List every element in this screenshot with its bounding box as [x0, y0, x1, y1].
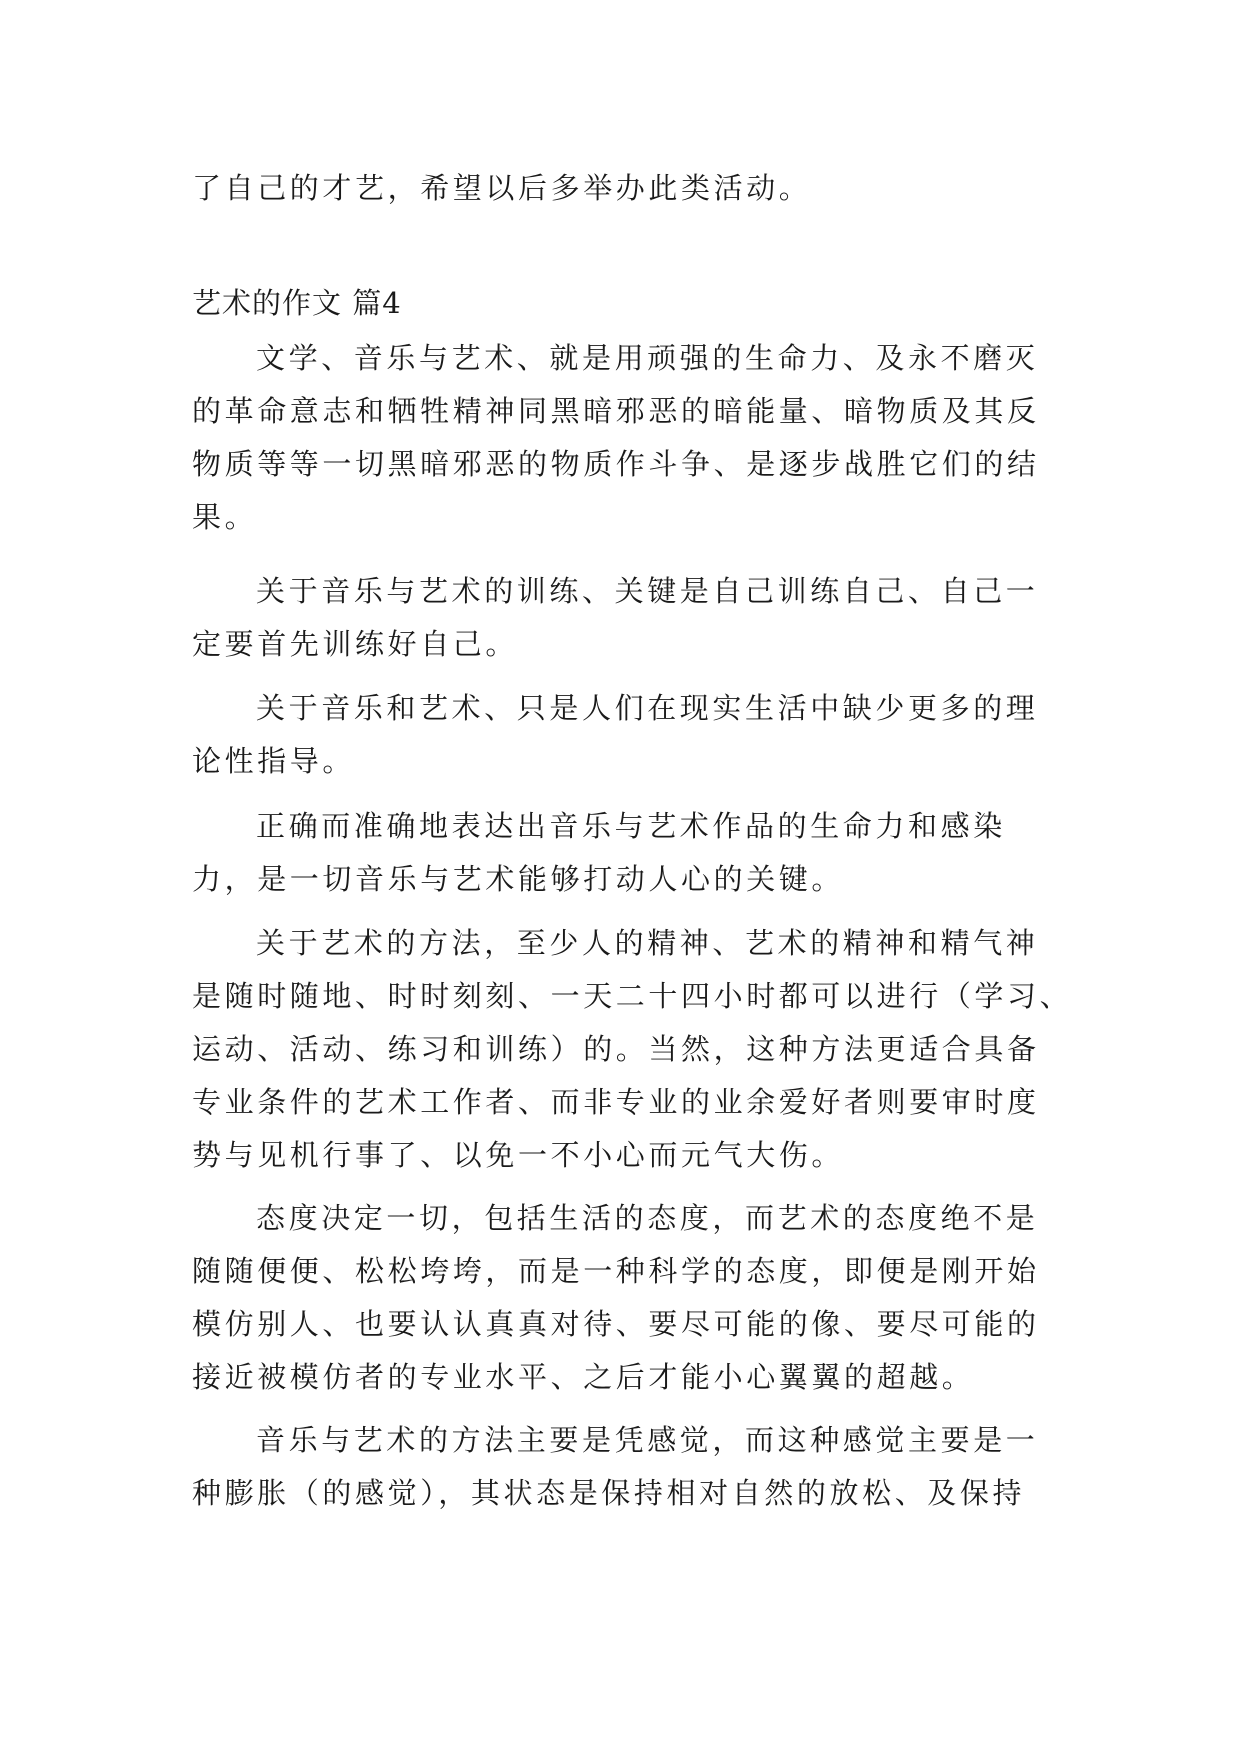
paragraph-1-line-4: 果。 [192, 500, 258, 534]
paragraph-4-line-2: 力，是一切音乐与艺术能够打动人心的关键。 [192, 862, 845, 896]
paragraph-5-line-1: 关于艺术的方法，至少人的精神、艺术的精神和精气神 [256, 926, 1039, 960]
paragraph-6-line-4: 接近被模仿者的专业水平、之后才能小心翼翼的超越。 [192, 1360, 975, 1394]
paragraph-4-line-1: 正确而准确地表达出音乐与艺术作品的生命力和感染 [256, 809, 1006, 843]
continuation-line: 了自己的才艺，希望以后多举办此类活动。 [192, 171, 812, 205]
paragraph-6-line-3: 模仿别人、也要认认真真对待、要尽可能的像、要尽可能的 [192, 1307, 1040, 1341]
paragraph-5-line-3: 运动、活动、练习和训练）的。当然，这种方法更适合具备 [192, 1032, 1040, 1066]
section-title: 艺术的作文 篇4 [192, 286, 402, 320]
paragraph-1-line-3: 物质等等一切黑暗邪恶的物质作斗争、是逐步战胜它们的结 [192, 447, 1040, 481]
paragraph-5-line-5: 势与见机行事了、以免一不小心而元气大伤。 [192, 1138, 845, 1172]
paragraph-7-line-1: 音乐与艺术的方法主要是凭感觉，而这种感觉主要是一 [256, 1423, 1039, 1457]
paragraph-5-line-4: 专业条件的艺术工作者、而非专业的业余爱好者则要审时度 [192, 1085, 1040, 1119]
paragraph-2-line-2: 定要首先训练好自己。 [192, 627, 519, 661]
paragraph-5-line-2: 是随时随地、时时刻刻、一天二十四小时都可以进行（学习、 [192, 979, 1073, 1013]
paragraph-3-line-1: 关于音乐和艺术、只是人们在现实生活中缺少更多的理 [256, 691, 1039, 725]
paragraph-6-line-1: 态度决定一切，包括生活的态度，而艺术的态度绝不是 [256, 1201, 1039, 1235]
paragraph-2-line-1: 关于音乐与艺术的训练、关键是自己训练自己、自己一 [256, 574, 1039, 608]
paragraph-6-line-2: 随随便便、松松垮垮，而是一种科学的态度，即便是刚开始 [192, 1254, 1040, 1288]
paragraph-1-line-1: 文学、音乐与艺术、就是用顽强的生命力、及永不磨灭 [256, 341, 1039, 375]
paragraph-1-line-2: 的革命意志和牺牲精神同黑暗邪恶的暗能量、暗物质及其反 [192, 394, 1040, 428]
paragraph-3-line-2: 论性指导。 [192, 744, 356, 778]
paragraph-7-line-2: 种膨胀（的感觉），其状态是保持相对自然的放松、及保持 [192, 1476, 1026, 1510]
